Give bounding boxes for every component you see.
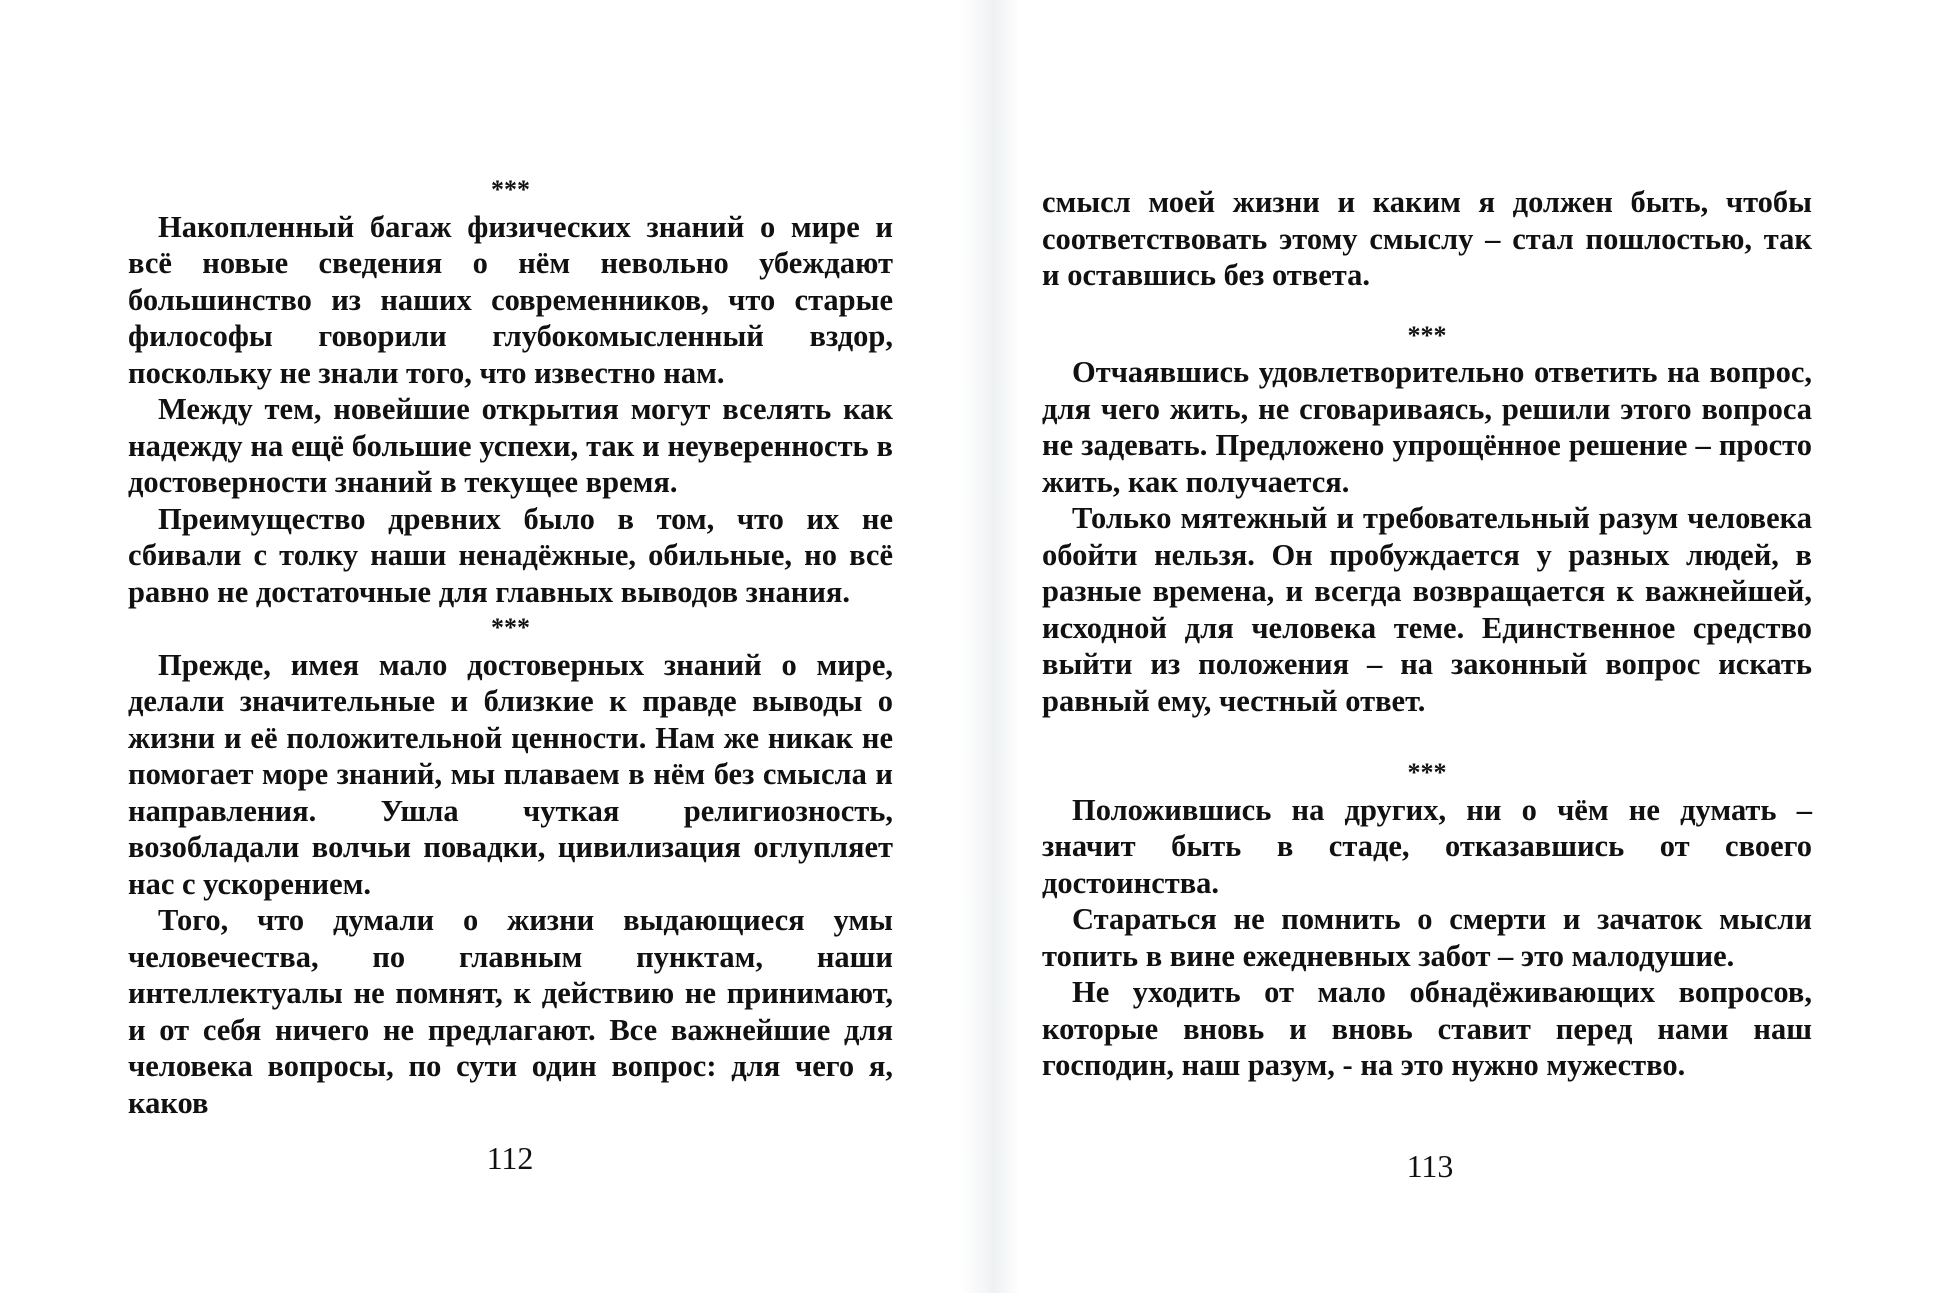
paragraph: Того, что думали о жизни выдающиеся умы человечества, по главным пунктам, наши интеллектуалы не помнят, к действию не принимают, и от себя ничего не предлагают. Все важнейшие для человека вопросы, по сути один вопрос: для чего я, каков xyxy=(128,903,893,1120)
section-separator: *** xyxy=(491,175,530,204)
section-separator: *** xyxy=(491,613,530,642)
paragraph-continued: смысл моей жизни и каким я должен быть, чтобы соответствовать этому смыслу – стал пошлостью, так и оставшись без ответа. xyxy=(1042,185,1812,292)
spacer xyxy=(1042,719,1812,755)
paragraph: Отчаявшись удовлетворительно ответить на вопрос, для чего жить, не сговариваясь, решили этого вопроса не задевать. Предложено упрощённое решение – просто жить, как получается. xyxy=(1042,355,1812,499)
paragraph: Преимущество древних было в том, что их не сбивали с толку наши ненадёжные, обильные, но всё равно не достаточные для главных выводов знания. xyxy=(128,501,893,609)
page-number: 112 xyxy=(486,1140,534,1176)
paragraph: Стараться не помнить о смерти и зачаток мысли топить в вине ежедневных забот – это малодушие. xyxy=(1042,902,1812,973)
right-page xyxy=(980,0,1959,1293)
left-page-text xyxy=(128,172,893,1121)
section-separator: *** xyxy=(1407,758,1447,787)
paragraph: Прежде, имея мало достоверных знаний о мире, делали значительные и близкие к правде выводы о жизни и её положительной ценности. Нам же никак не помогает море знаний, мы плаваем в нём без смысла и направления. Ушла чуткая религиозность, возобладали волчьи повадки, цивилизация оглупляет нас с ускорением. xyxy=(128,647,893,901)
spacer xyxy=(1042,294,1812,318)
right-page-text xyxy=(1042,184,1812,1084)
page-number: 113 xyxy=(1406,1148,1454,1184)
paragraph: Положившись на других, ни о чём не думать – значит быть в стаде, отказавшись от своего достоинства. xyxy=(1042,792,1812,900)
paragraph: Только мятежный и требовательный разум человека обойти нельзя. Он пробуждается у разных людей, в разные времена, и всегда возвращается к важнейшей, исходной для человека теме. Единственное средство выйти из положения – на законный вопрос искать равный ему, честный ответ. xyxy=(1042,501,1812,718)
section-separator: *** xyxy=(1407,320,1447,350)
paragraph: Между тем, новейшие открытия могут вселять как надежду на ещё большие успехи, так и неуверенность в достоверности знаний в текущее время. xyxy=(128,392,893,499)
paragraph: Накопленный багаж физических знаний о мире и всё новые сведения о нём невольно убеждают большинство из наших современников, что старые философы говорили глубокомысленный вздор, поскольку не знали того, что известно нам. xyxy=(128,209,893,390)
paragraph: Не уходить от мало обнадёживающих вопросов, которые вновь и вновь ставит перед нами наш господин, наш разум, - на это нужно мужество. xyxy=(1042,975,1812,1082)
